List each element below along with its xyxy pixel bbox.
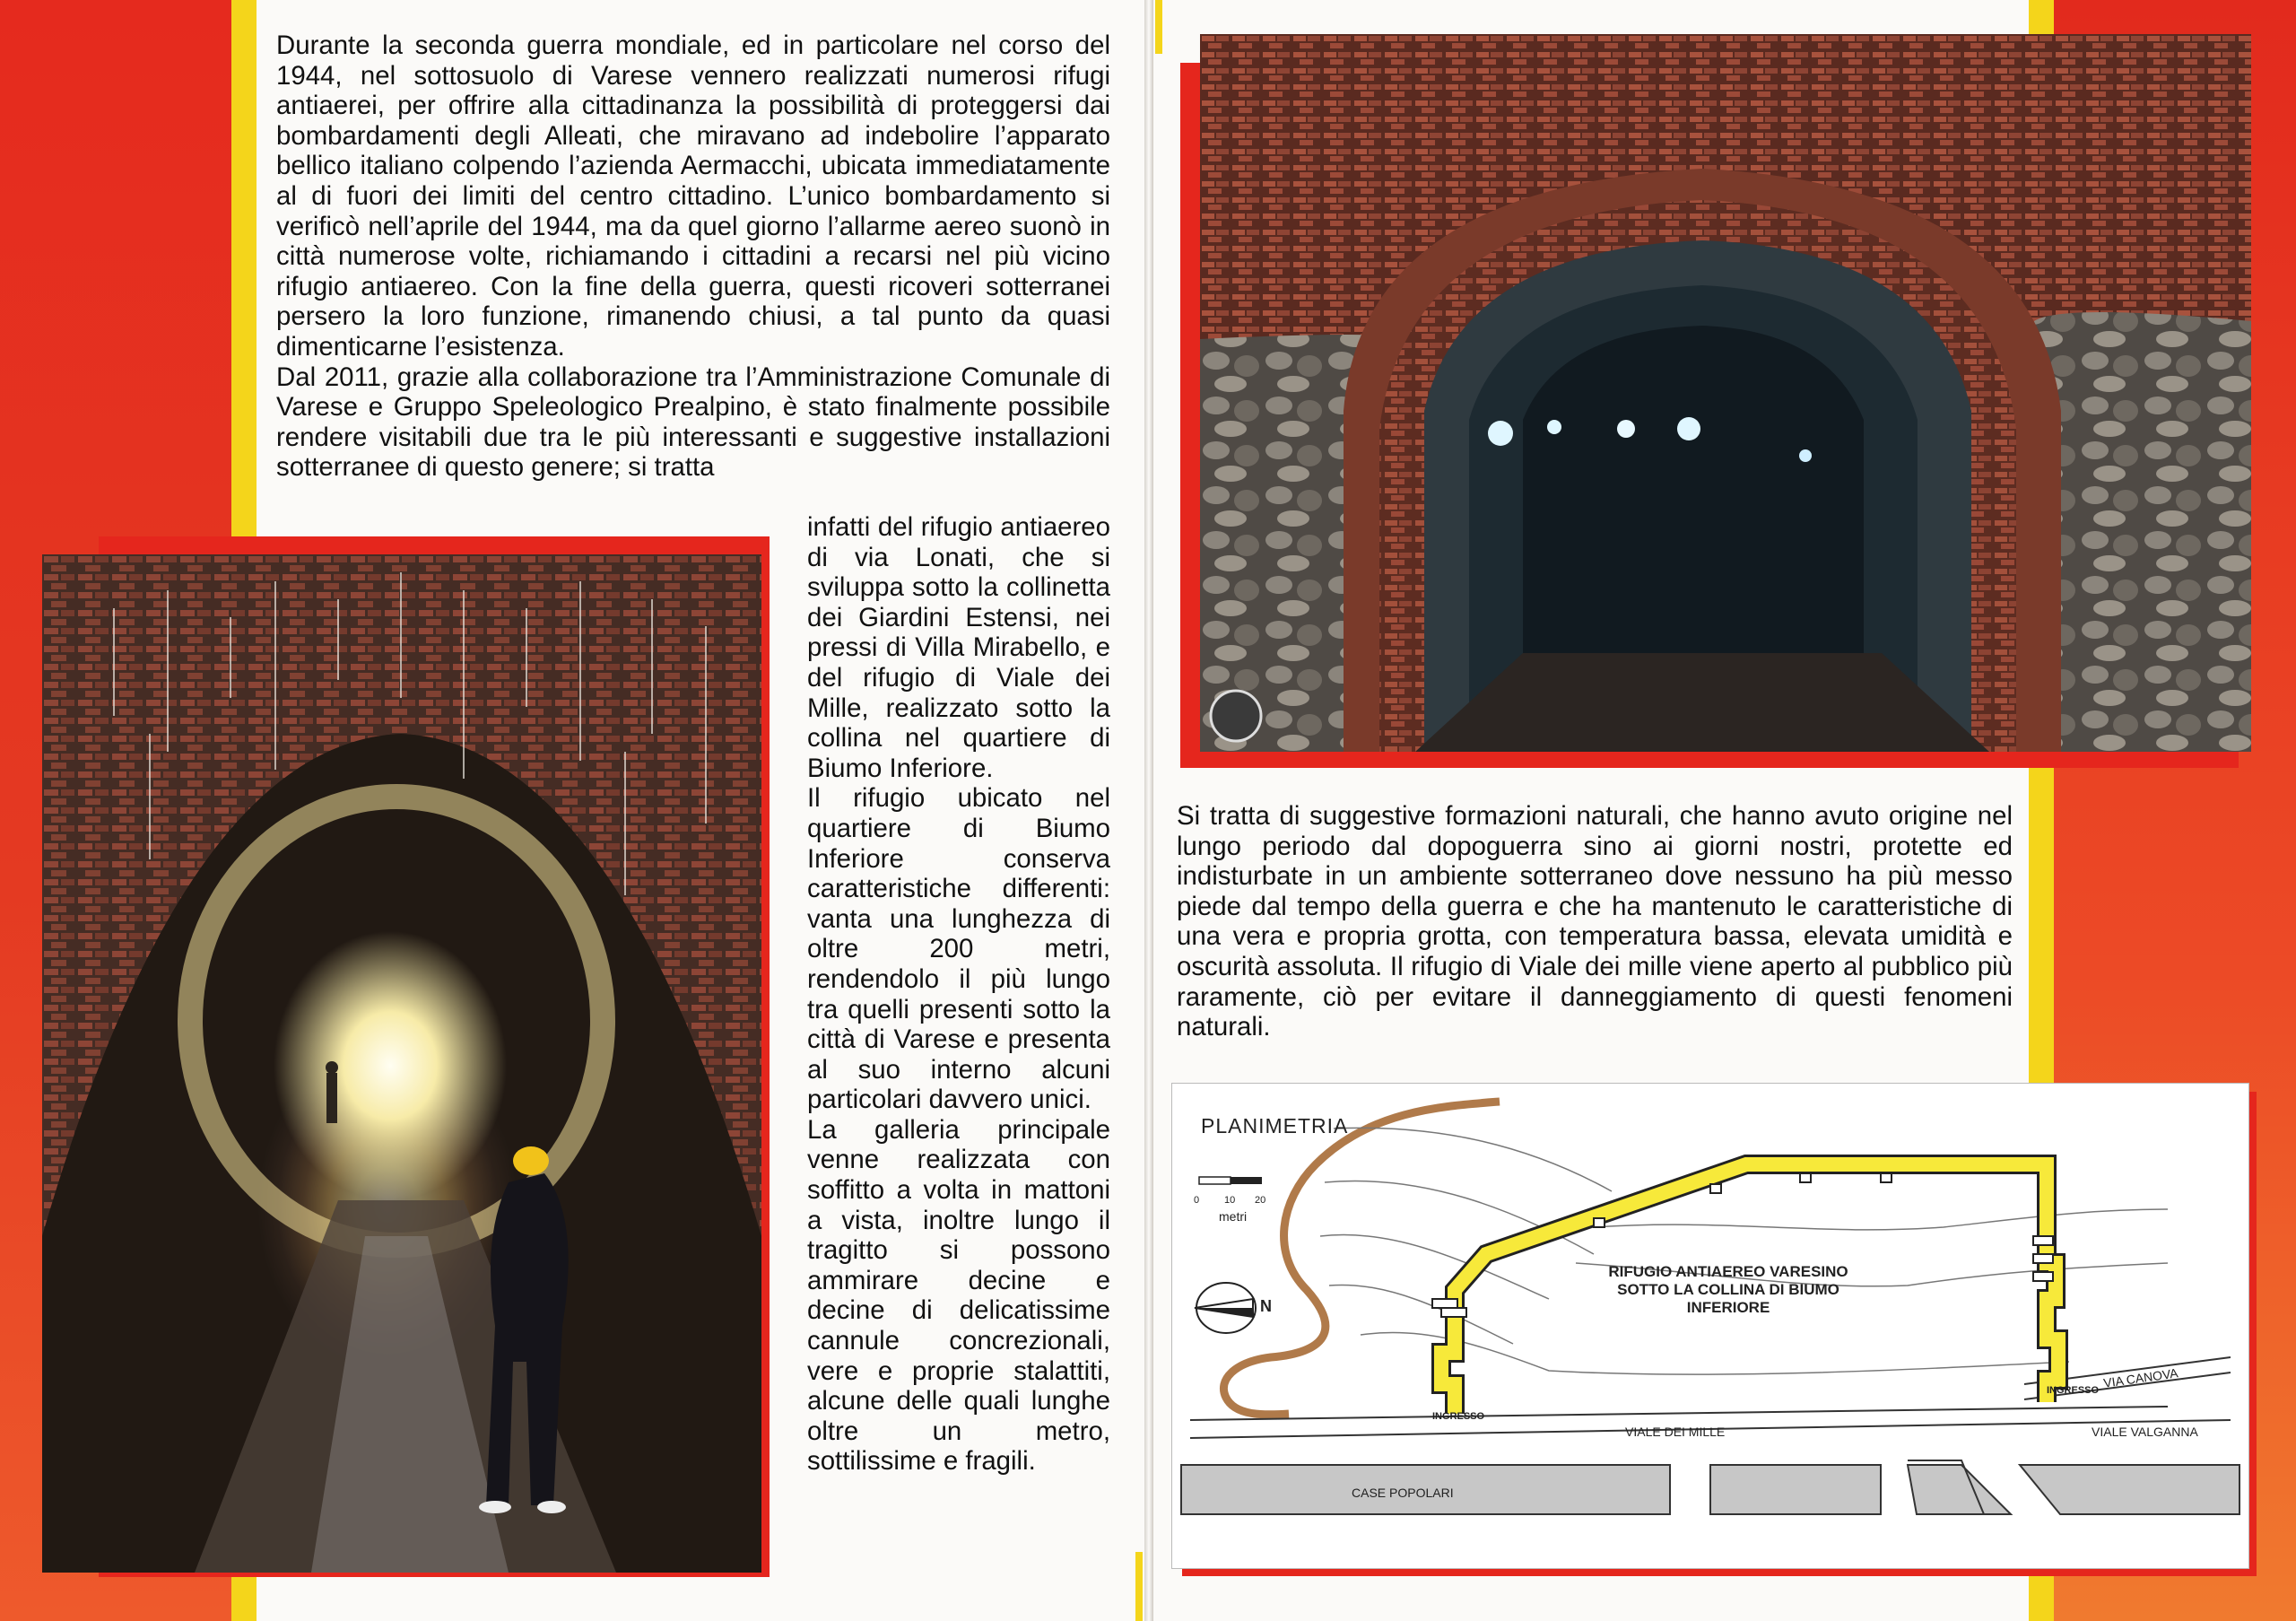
street-viale-dei-mille: VIALE DEI MILLE [1625, 1425, 1726, 1439]
scale-tick-20: 20 [1255, 1195, 1266, 1206]
plan-title: PLANIMETRIA [1201, 1114, 1349, 1137]
biumo-paragraph: Il rifugio ubicato nel quartiere di Biumo Inferiore conserva caratteristiche differenti: vanta una lunghezza di oltre 200 metri, rendendolo il più lungo tra quelli presenti sotto la città di Varese e presenta al suo interno alcuni particolari davvero unici. [807, 783, 1110, 1115]
history-paragraph: Dal 2011, grazie alla collaborazione tra l’Amministrazione Comunale di Varese e Gruppo Speleologico Prealpino, è stato finalmente possibile rendere visitabili due tra le più interessanti e suggestive installazioni sotterranee di questo genere; si tratta [276, 362, 1110, 483]
street-via-canova: VIA CANOVA [2102, 1365, 2179, 1390]
tunnel-photo-drawing [42, 554, 761, 1573]
fold-yellow-strip-top [1155, 0, 1162, 54]
scale-tick-0: 0 [1194, 1195, 1200, 1206]
arch-photo-drawing [1200, 34, 2251, 752]
intro-text-block [276, 31, 1110, 483]
gallery-paragraph: La galleria principale venne realizzata con soffitto a volta in mattoni a vista, inoltre lungo il tragitto si possono ammirare decine e decine di delicatissime cannule concrezionali, vere e proprie stalattiti, alcune delle quali lunghe oltre un metro, sottilissime e fragili. [807, 1114, 1110, 1477]
shelter-name [1585, 1263, 1872, 1317]
formations-text-block [1177, 801, 2013, 1042]
page-fold [1144, 0, 1153, 1621]
entrance-label-west: INGRESSO [1432, 1411, 1485, 1422]
street-viale-valganna: VIALE VALGANNA [2092, 1425, 2198, 1439]
tunnel-photo-stalactites [42, 554, 761, 1573]
shelter-name-line-2: SOTTO LA COLLINA DI BIUMO INFERIORE [1617, 1281, 1839, 1316]
block-case-popolari: CASE POPOLARI [1352, 1486, 1454, 1500]
compass-north-letter: N [1260, 1297, 1272, 1315]
shelter-name-line-1: RIFUGIO ANTIAEREO VARESINO [1608, 1263, 1848, 1280]
tunnel-photo-arches [1200, 34, 2251, 752]
scale-unit: metri [1219, 1209, 1248, 1224]
entrance-label-east: INGRESSO [2047, 1385, 2100, 1396]
fold-yellow-strip-bottom [1135, 1552, 1143, 1621]
shelters-paragraph: infatti del rifugio antiaereo di via Lonati, che si sviluppa sotto la collinetta dei Giardini Estensi, nei pressi di Villa Mirabello, e del rifugio di Viale dei Mille, realizzato sotto la collina nel quartiere di Biumo Inferiore. [807, 512, 1110, 783]
scale-tick-10: 10 [1224, 1195, 1236, 1206]
narrow-text-block [807, 512, 1110, 1477]
intro-paragraph: Durante la seconda guerra mondiale, ed in particolare nel corso del 1944, nel sottosuolo di Varese vennero realizzati numerosi rifugi antiaerei, per offrire alla cittadinanza la possibilità di proteggersi dai bombardamenti degli Alleati, che miravano ad indebolire l’apparato bellico italiano colpendo l’azienda Aermacchi, ubicata immediatamente al di fuori dei limiti del centro cittadino. L’unico bombardamento si verificò nell’aprile del 1944, ma da quel giorno l’allarme aereo suonò in città numerose volte, richiamando i cittadini a recarsi nel più vicino rifugio antiaereo. Con la fine della guerra, questi ricoveri sotterranei persero la loro funzione, rimanendo chiusi, a tal punto da quasi dimenticarne l’esistenza. [276, 31, 1110, 362]
floor-plan-drawing [1172, 1084, 2248, 1568]
floor-plan-map [1171, 1083, 2249, 1569]
formations-paragraph: Si tratta di suggestive formazioni naturali, che hanno avuto origine nel lungo periodo dal dopoguerra sino ai giorni nostri, protette ed indisturbate in un ambiente sotterraneo dove nessuno ha più messo piede dal tempo della guerra e che ha mantenuto le caratteristiche di una vera e propria grotta, con temperatura bassa, elevata umidità e oscurità assoluta. Il rifugio di Viale dei mille viene aperto al pubblico più raramente, ciò per evitare il danneggiamento di questi fenomeni naturali. [1177, 801, 2013, 1042]
